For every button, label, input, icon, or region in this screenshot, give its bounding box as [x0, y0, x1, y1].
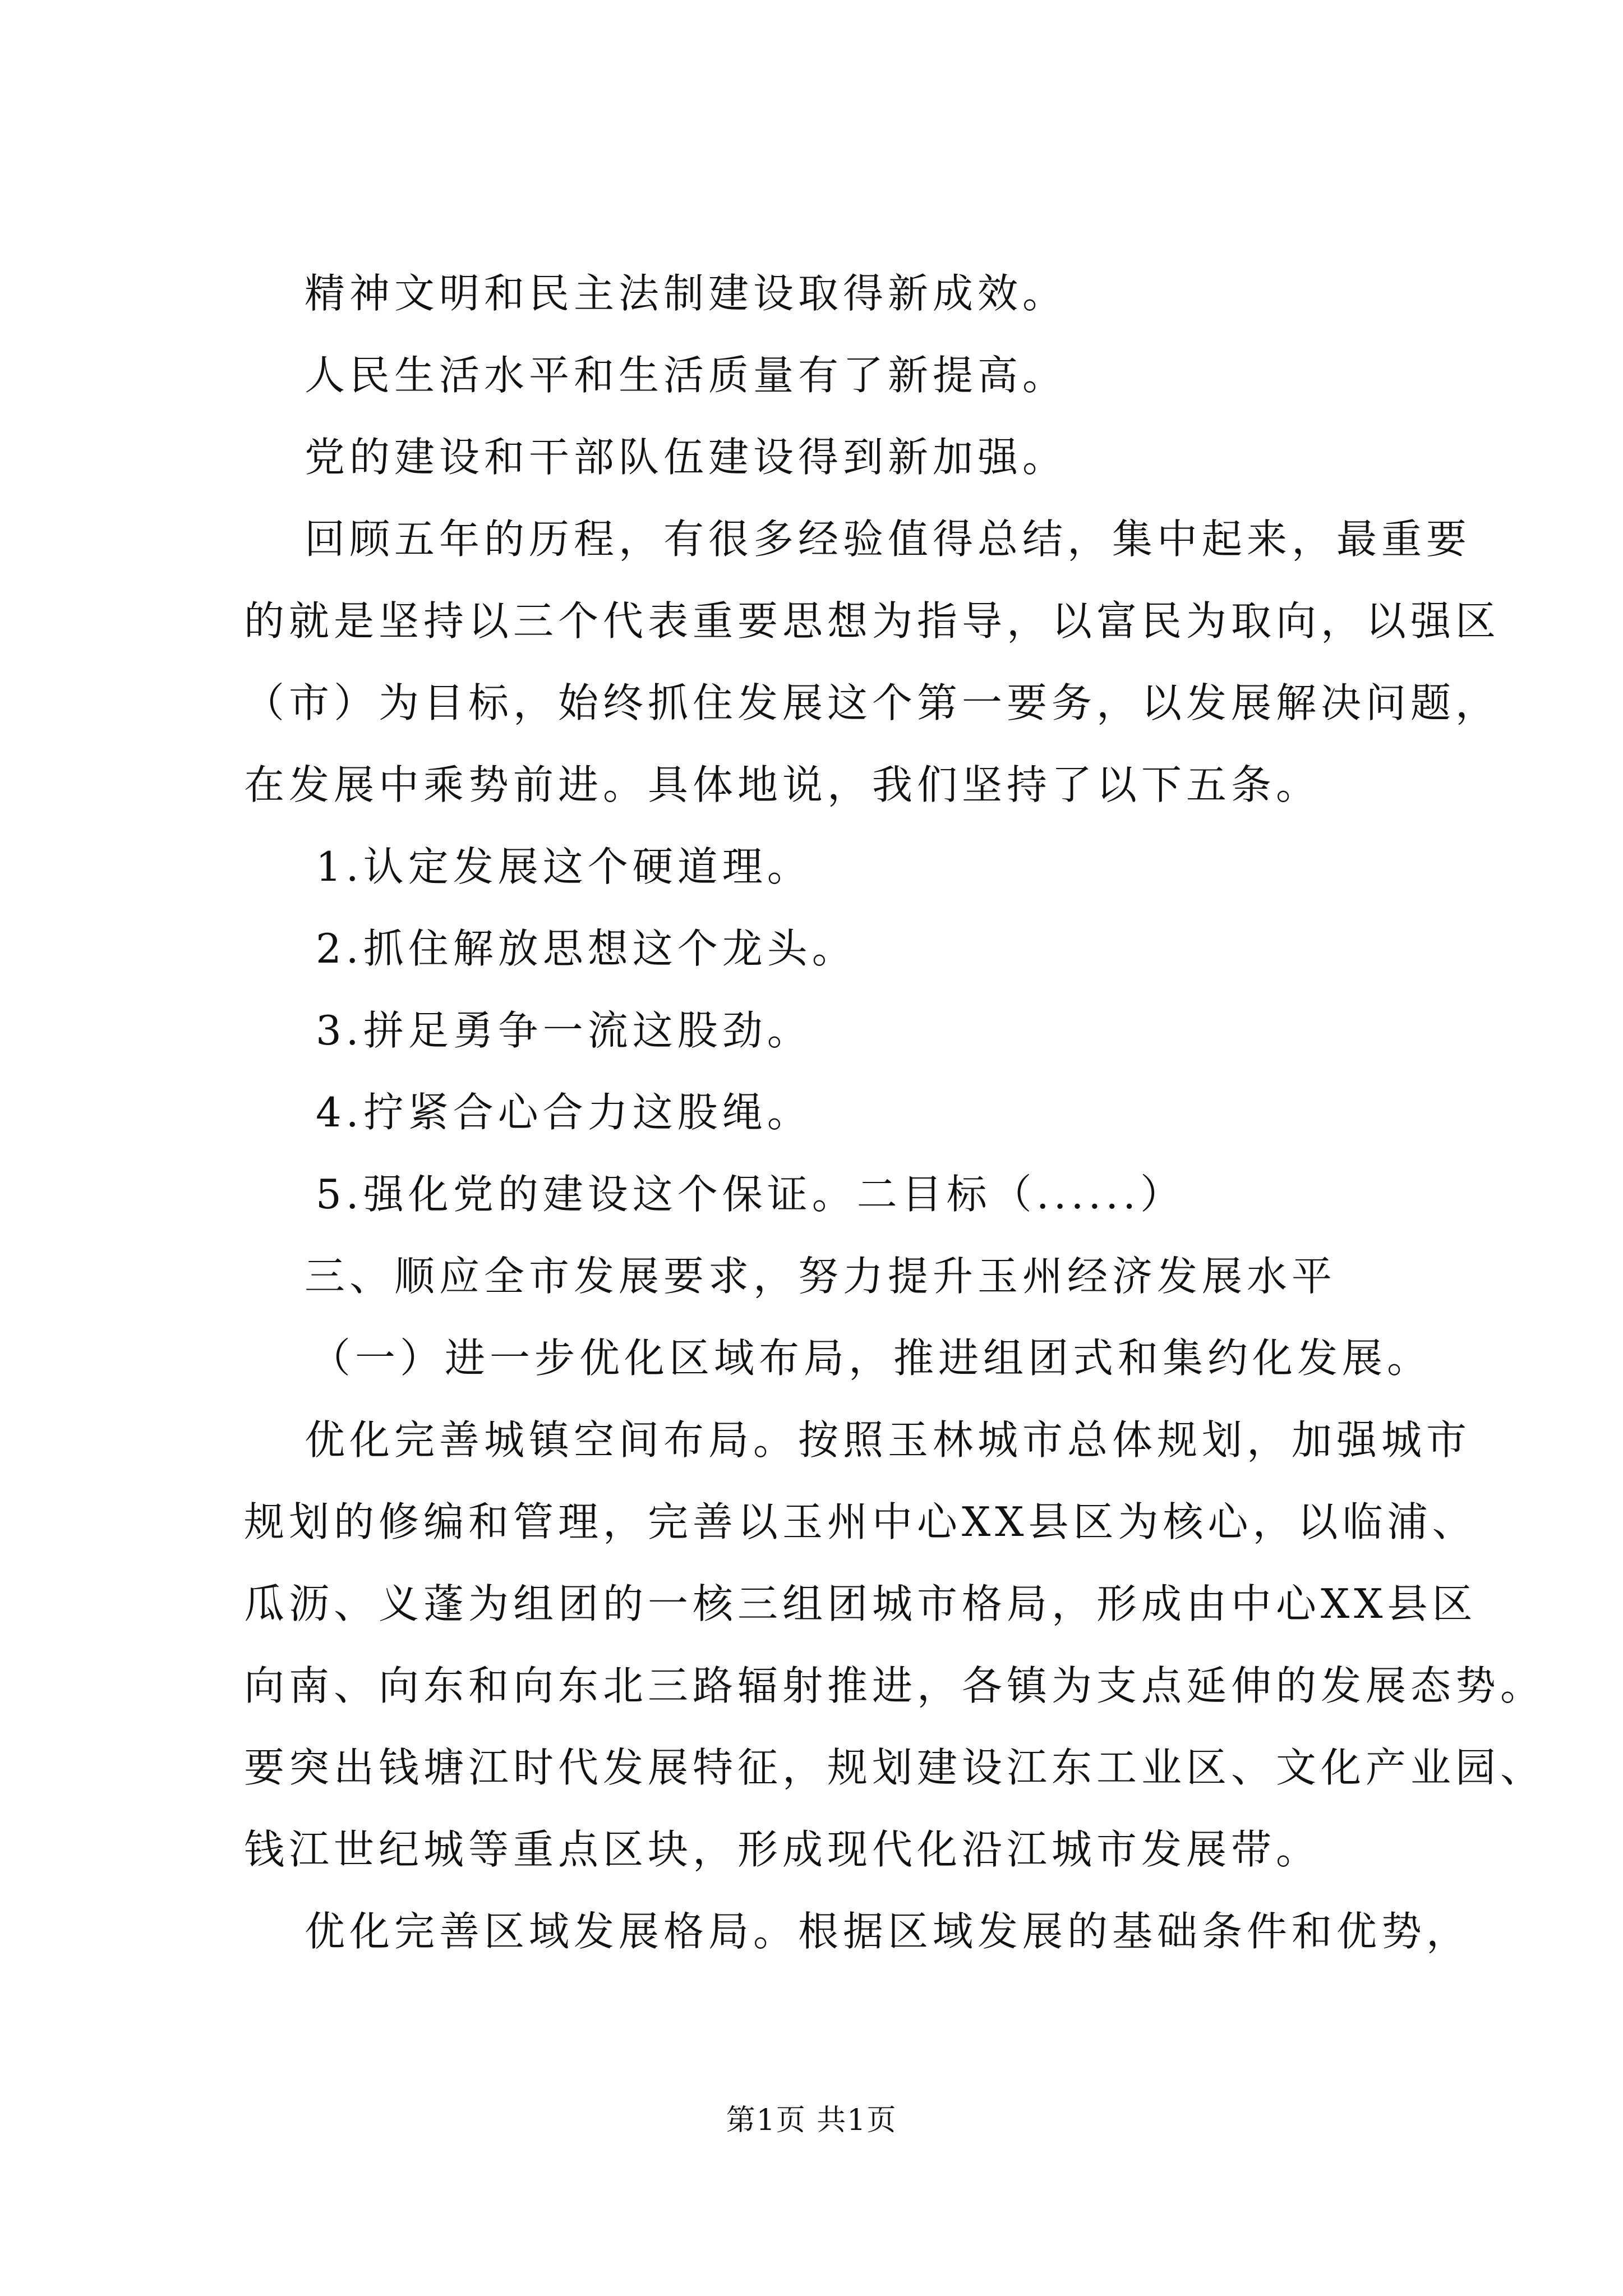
numbered-item: 3.拼足勇争一流这股劲。 [316, 1007, 812, 1054]
paragraph-line: 的就是坚持以三个代表重要思想为指导，以富民为取向，以强区 [244, 597, 1501, 645]
paragraph-line: 钱江世纪城等重点区块，形成现代化沿江城市发展带。 [244, 1826, 1321, 1873]
paragraph-line: 瓜沥、义蓬为组团的一核三组团城市格局，形成由中心XX县区 [244, 1580, 1477, 1627]
numbered-item: 4.拧紧合心合力这股绳。 [316, 1089, 812, 1136]
paragraph-line: 精神文明和民主法制建设取得新成效。 [305, 270, 1068, 317]
page-footer: 第1页 共1页 [726, 2104, 897, 2137]
section-heading: 三、顺应全市发展要求，努力提升玉州经济发展水平 [305, 1253, 1337, 1300]
paragraph-line: 要突出钱塘江时代发展特征，规划建设江东工业区、文化产业园、 [244, 1744, 1546, 1791]
paragraph-line: 人民生活水平和生活质量有了新提高。 [305, 352, 1068, 399]
paragraph-line: 党的建设和干部队伍建设得到新加强。 [305, 434, 1068, 481]
paragraph-line: 优化完善城镇空间布局。按照玉林城市总体规划，加强城市 [305, 1416, 1472, 1464]
paragraph-line: 规划的修编和管理，完善以玉州中心XX县区为核心，以临浦、 [244, 1498, 1477, 1545]
paragraph-line: 回顾五年的历程，有很多经验值得总结，集中起来，最重要 [305, 516, 1472, 563]
document-body [244, 252, 1546, 1972]
paragraph-line: 在发展中乘势前进。具体地说，我们坚持了以下五条。 [244, 761, 1321, 808]
paragraph-line: （市）为目标，始终抓住发展这个第一要务，以发展解决问题， [244, 679, 1501, 726]
paragraph-line: 向南、向东和向东北三路辐射推进，各镇为支点延伸的发展态势。 [244, 1662, 1546, 1709]
subsection-heading: （一）进一步优化区域布局，推进组团式和集约化发展。 [310, 1335, 1432, 1382]
paragraph-line: 优化完善区域发展格局。根据区域发展的基础条件和优势， [305, 1908, 1472, 1955]
numbered-item: 2.抓住解放思想这个龙头。 [316, 925, 857, 972]
numbered-item: 5.强化党的建设这个保证。二目标（......） [316, 1171, 1186, 1218]
numbered-item: 1.认定发展这个硬道理。 [316, 843, 812, 890]
